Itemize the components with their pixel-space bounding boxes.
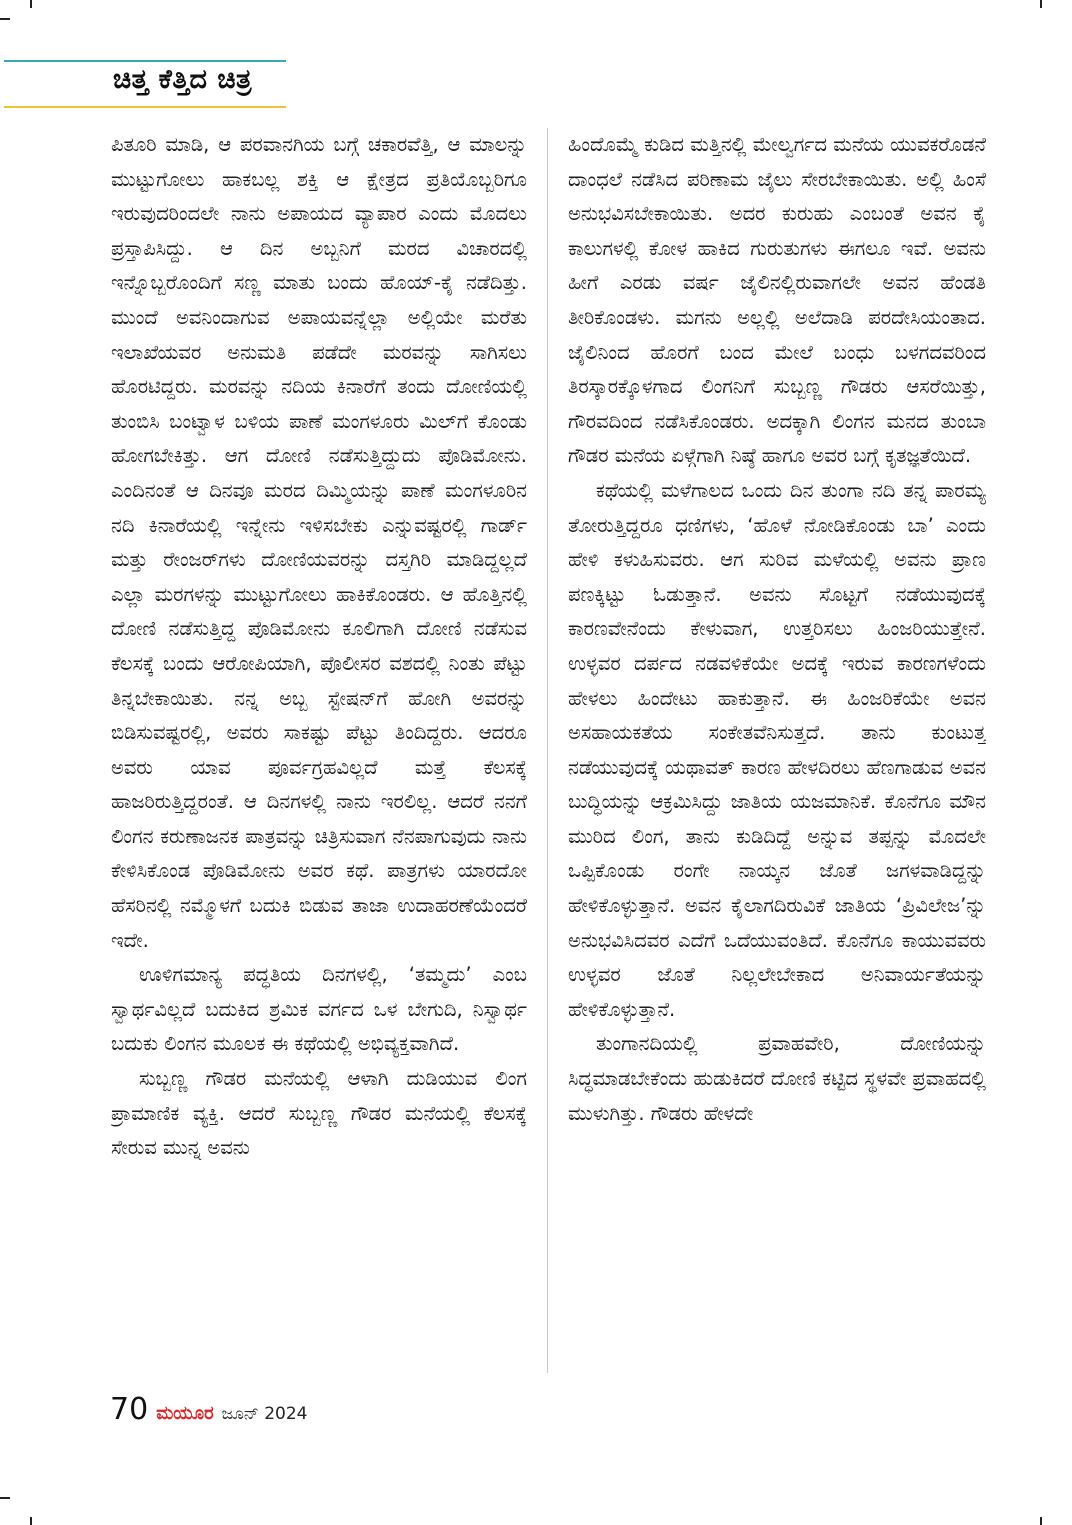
title-rule-top <box>4 60 286 62</box>
paragraph: ಊಳಿಗಮಾನ್ಯ ಪದ್ಧತಿಯ ದಿನಗಳಲ್ಲಿ, ‘ತಮ್ಮದು’ ಎಂಬ ಸ್ವಾರ್ಥವಿಲ್ಲದೆ ಬದುಕಿದ ಶ್ರಮಿಕ ವರ್ಗದ ಒಳ ಬೇಗುದಿ, ನಿಸ್ವಾರ್ಥ ಬದುಕು ಲಿಂಗನ ಮೂಲಕ ಈ ಕಥೆಯಲ್ಲಿ ಅಭಿವ್ಯಕ್ತವಾಗಿದೆ. <box>111 963 527 1056</box>
paragraph: ಕಥೆಯಲ್ಲಿ ಮಳೆಗಾಲದ ಒಂದು ದಿನ ತುಂಗಾ ನದಿ ತನ್ನ ಪಾರಮ್ಯ ತೋರುತ್ತಿದ್ದರೂ ಧಣಿಗಳು, ‘ಹೊಳೆ ನೋಡಿಕೊಂಡು ಬಾ’ ಎಂದು ಹೇಳಿ ಕಳುಹಿಸುವರು. ಆಗ ಸುರಿವ ಮಳೆಯಲ್ಲಿ ಅವನು ಪ್ರಾಣ ಪಣಕ್ಕಿಟ್ಟು ಓಡುತ್ತಾನೆ. ಅವನು ಸೊಟ್ಟಗೆ ನಡೆಯುವುದಕ್ಕೆ ಕಾರಣವೇನೆಂದು ಕೇಳುವಾಗ, ಉತ್ತರಿಸಲು ಹಿಂಜರಿಯುತ್ತೇನೆ. ಉಳ್ಳವರ ದರ್ಪದ ನಡವಳಿಕೆಯೇ ಅದಕ್ಕೆ ಇರುವ ಕಾರಣಗಳೆಂದು ಹೇಳಲು ಹಿಂದೇಟು ಹಾಕುತ್ತಾನೆ. ಈ ಹಿಂಜರಿಕೆಯೇ ಅವನ ಅಸಹಾಯಕತೆಯ ಸಂಕೇತವೆನಿಸುತ್ತದೆ. ತಾನು ಕುಂಟುತ್ತ ನಡೆಯುವುದಕ್ಕೆ ಯಥಾವತ್ ಕಾರಣ ಹೇಳದಿರಲು ಹೆಣಗಾಡುವ ಅವನ ಬುದ್ಧಿಯನ್ನು ಆಕ್ರಮಿಸಿದ್ದು ಜಾತಿಯ ಯಜಮಾನಿಕೆ. ಕೊನೆಗೂ ಮೌನ ಮುರಿದ ಲಿಂಗ, ತಾನು ಕುಡಿದಿದ್ದೆ ಅನ್ನುವ ತಪ್ಪನ್ನು ಮೊದಲೇ ಒಪ್ಪಿಕೊಂಡು ರಂಗೇ ನಾಯ್ಕನ ಜೊತೆ ಜಗಳವಾಡಿದ್ದನ್ನು ಹೇಳಿಕೊಳ್ಳುತ್ತಾನೆ. ಅವನ ಕೈಲಾಗದಿರುವಿಕೆ ಜಾತಿಯ ‘ಪ್ರಿವಿಲೇಜ’ನ್ನು ಅನುಭವಿಸಿದವರ ಎದೆಗೆ ಒದೆಯುವಂತಿದೆ. ಕೊನೆಗೂ ಕಾಯುವವರು ಉಳ್ಳವರ ಜೊತೆ ನಿಲ್ಲಲೇಬೇಕಾದ ಅನಿವಾರ್ಯತೆಯನ್ನು ಹೇಳಿಕೊಳ್ಳುತ್ತಾನೆ. <box>568 478 986 1021</box>
page-footer <box>110 1392 308 1432</box>
paragraph: ಪಿತೂರಿ ಮಾಡಿ, ಆ ಪರವಾನಗಿಯ ಬಗ್ಗೆ ಚಕಾರವೆತ್ತಿ, ಆ ಮಾಲನ್ನು ಮುಟ್ಟುಗೋಲು ಹಾಕಬಲ್ಲ ಶಕ್ತಿ ಆ ಕ್ಷೇತ್ರದ ಪ್ರತಿಯೊಬ್ಬರಿಗೂ ಇರುವುದರಿಂದಲೇ ನಾನು ಅಪಾಯದ ವ್ಯಾಪಾರ ಎಂದು ಮೊದಲು ಪ್ರಸ್ತಾಪಿಸಿದ್ದು. ಆ ದಿನ ಅಬ್ಬನಿಗೆ ಮರದ ವಿಚಾರದಲ್ಲಿ ಇನ್ನೊಬ್ಬರೊಂದಿಗೆ ಸಣ್ಣ ಮಾತು ಬಂದು ಹೊಯ್-ಕೈ ನಡೆದಿತ್ತು. ಮುಂದೆ ಅವನಿಂದಾಗುವ ಅಪಾಯವನ್ನೆಲ್ಲಾ ಅಲ್ಲಿಯೇ ಮರೆತು ಇಲಾಖೆಯವರ ಅನುಮತಿ ಪಡೆದೇ ಮರವನ್ನು ಸಾಗಿಸಲು ಹೊರಟಿದ್ದರು. ಮರವನ್ನು ನದಿಯ ಕಿನಾರೆಗೆ ತಂದು ದೋಣಿಯಲ್ಲಿ ತುಂಬಿಸಿ ಬಂಟ್ವಾಳ ಬಳಿಯ ಪಾಣೆ ಮಂಗಳೂರು ಮಿಲ್‌ಗೆ ಕೊಂಡು ಹೋಗಬೇಕಿತ್ತು. ಆಗ ದೋಣಿ ನಡೆಸುತ್ತಿದ್ದುದು ಪೊಡಿಮೋನು. ಎಂದಿನಂತೆ ಆ ದಿನವೂ ಮರದ ದಿಮ್ಮಿಯನ್ನು ಪಾಣೆ ಮಂಗಳೂರಿನ ನದಿ ಕಿನಾರೆಯಲ್ಲಿ ಇನ್ನೇನು ಇಳಿಸಬೇಕು ಎನ್ನುವಷ್ಟರಲ್ಲಿ ಗಾರ್ಡ್ ಮತ್ತು ರೇಂಜರ್‌ಗಳು ದೋಣಿಯವರನ್ನು ದಸ್ತಗಿರಿ ಮಾಡಿದ್ದಲ್ಲದೆ ಎಲ್ಲಾ ಮರಗಳನ್ನು ಮುಟ್ಟುಗೋಲು ಹಾಕಿಕೊಂಡರು. ಆ ಹೊತ್ತಿನಲ್ಲಿ ದೋಣಿ ನಡೆಸುತ್ತಿದ್ದ ಪೊಡಿಮೋನು ಕೂಲಿಗಾಗಿ ದೋಣಿ ನಡೆಸುವ ಕೆಲಸಕ್ಕೆ ಬಂದು ಆರೋಪಿಯಾಗಿ, ಪೊಲೀಸರ ವಶದಲ್ಲಿ ನಿಂತು ಪೆಟ್ಟು ತಿನ್ನಬೇಕಾಯಿತು. ನನ್ನ ಅಬ್ಬ ಸ್ಟೇಷನ್‌ಗೆ ಹೋಗಿ ಅವರನ್ನು ಬಿಡಿಸುವಷ್ಟರಲ್ಲಿ, ಅವರು ಸಾಕಷ್ಟು ಪೆಟ್ಟು ತಿಂದಿದ್ದರು. ಆದರೂ ಅವರು ಯಾವ ಪೂರ್ವಗ್ರಹವಿಲ್ಲದೆ ಮತ್ತೆ ಕೆಲಸಕ್ಕೆ ಹಾಜರಿರುತ್ತಿದ್ದರಂತೆ. ಆ ದಿನಗಳಲ್ಲಿ ನಾನು ಇರಲಿಲ್ಲ. ಆದರೆ ನನಗೆ ಲಿಂಗನ ಕರುಣಾಜನಕ ಪಾತ್ರವನ್ನು ಚಿತ್ರಿಸುವಾಗ ನೆನಪಾಗುವುದು ನಾನು ಕೇಳಿಸಿಕೊಂಡ ಪೊಡಿಮೋನು ಅವರ ಕಥೆ. ಪಾತ್ರಗಳು ಯಾರದೋ ಹೆಸರಿನಲ್ಲಿ ನಮ್ಮೊಳಗೆ ಬದುಕಿ ಬಿಡುವ ತಾಜಾ ಉದಾಹರಣೆಯೆಂದರೆ ಇದೇ. <box>111 133 527 952</box>
crop-mark-top-right <box>1040 0 1042 8</box>
crop-mark-bottom-right <box>1040 1517 1042 1525</box>
magazine-logo: ಮಯೂರ <box>156 1403 214 1424</box>
article-column-left <box>111 128 527 1370</box>
paragraph: ತುಂಗಾನದಿಯಲ್ಲಿ ಪ್ರವಾಹವೇರಿ, ದೋಣಿಯನ್ನು ಸಿದ್ಧಮಾಡಬೇಕೆಂದು ಹುಡುಕಿದರೆ ದೋಣಿ ಕಟ್ಟಿದ ಸ್ಥಳವೇ ಪ್ರವಾಹದಲ್ಲಿ ಮುಳುಗಿತ್ತು. ಗೌಡರು ಹೇಳದೇ <box>568 1032 986 1125</box>
article-column-right <box>568 128 986 1370</box>
paragraph: ಸುಬ್ಬಣ್ಣ ಗೌಡರ ಮನೆಯಲ್ಲಿ ಆಳಾಗಿ ದುಡಿಯುವ ಲಿಂಗ ಪ್ರಾಮಾಣಿಕ ವ್ಯಕ್ತಿ. ಆದರೆ ಸುಬ್ಬಣ್ಣ ಗೌಡರ ಮನೆಯಲ್ಲಿ ಕೆಲಸಕ್ಕೆ ಸೇರುವ ಮುನ್ನ ಅವನು <box>111 1067 527 1160</box>
page-number: 70 <box>110 1392 149 1427</box>
title-rule-bottom <box>4 106 286 108</box>
column-divider <box>547 128 548 1373</box>
paragraph: ಹಿಂದೊಮ್ಮೆ ಕುಡಿದ ಮತ್ತಿನಲ್ಲಿ ಮೇಲ್ವರ್ಗದ ಮನೆಯ ಯುವಕರೊಡನೆ ದಾಂಧಲೆ ನಡೆಸಿದ ಪರಿಣಾಮ ಜೈಲು ಸೇರಬೇಕಾಯಿತು. ಅಲ್ಲಿ ಹಿಂಸೆ ಅನುಭವಿಸಬೇಕಾಯಿತು. ಅದರ ಕುರುಹು ಎಂಬಂತೆ ಅವನ ಕೈ ಕಾಲುಗಳಲ್ಲಿ ಕೋಳ ಹಾಕಿದ ಗುರುತುಗಳು ಈಗಲೂ ಇವೆ. ಅವನು ಹೀಗೆ ಎರಡು ವರ್ಷ ಜೈಲಿನಲ್ಲಿರುವಾಗಲೇ ಅವನ ಹೆಂಡತಿ ತೀರಿಕೊಂಡಳು. ಮಗನು ಅಲ್ಲಲ್ಲಿ ಅಲೆದಾಡಿ ಪರದೇಸಿಯಂತಾದ. ಜೈಲಿನಿಂದ ಹೊರಗೆ ಬಂದ ಮೇಲೆ ಬಂಧು ಬಳಗದವರಿಂದ ತಿರಸ್ಕಾರಕ್ಕೊಳಗಾದ ಲಿಂಗನಿಗೆ ಸುಬ್ಬಣ್ಣ ಗೌಡರು ಆಸರೆಯಿತ್ತು, ಗೌರವದಿಂದ ನಡೆಸಿಕೊಂಡರು. ಅದಕ್ಕಾಗಿ ಲಿಂಗನ ಮನದ ತುಂಬಾ ಗೌಡರ ಮನೆಯ ಏಳ್ಗೆಗಾಗಿ ನಿಷ್ಠೆ ಹಾಗೂ ಅವರ ಬಗ್ಗೆ ಕೃತಜ್ಞತೆಯಿದೆ. <box>568 133 986 468</box>
issue-date: ಜೂನ್ 2024 <box>221 1404 308 1424</box>
section-title: ಚಿತ್ತ ಕೆತ್ತಿದ ಚಿತ್ರ <box>113 64 252 95</box>
crop-mark-bottom-left-v <box>30 1517 32 1525</box>
crop-mark-top-left-v <box>30 0 32 8</box>
crop-mark-top-left <box>0 18 10 20</box>
crop-mark-bottom-left <box>0 1497 10 1499</box>
